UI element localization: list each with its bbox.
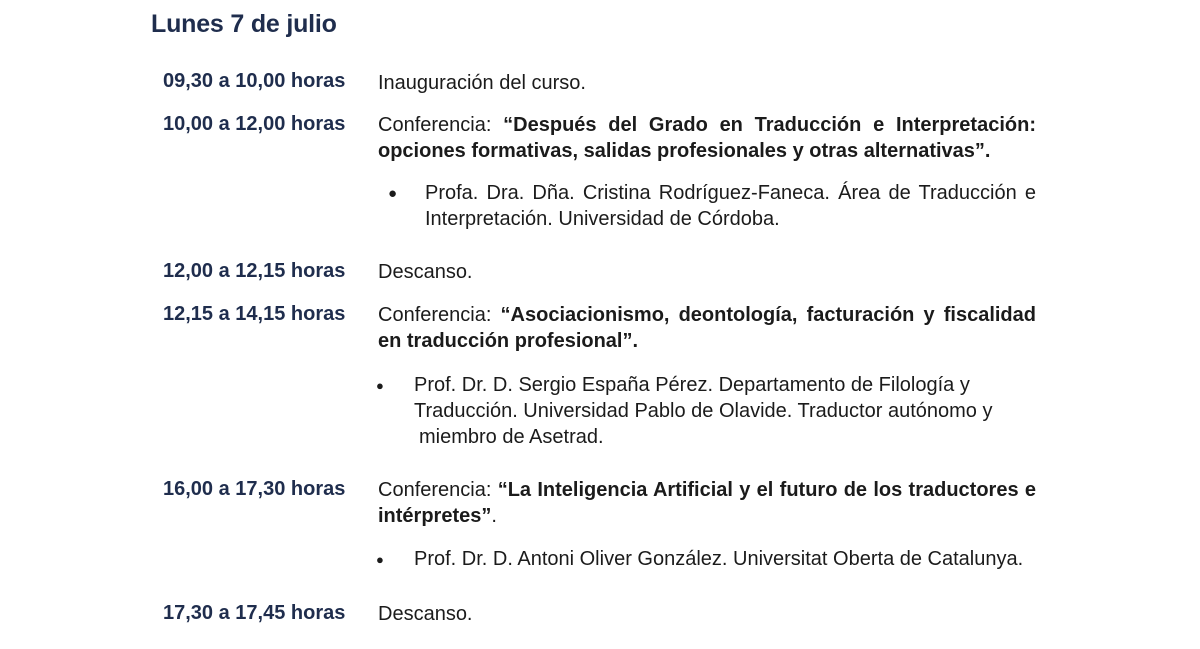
bullet-icon: ● [376, 378, 384, 393]
speaker: Prof. Dr. D. Antoni Oliver González. Universitat Oberta de Catalunya. [414, 548, 1024, 570]
speaker-line: Prof. Dr. D. Sergio España Pérez. Departamento de Filología y [414, 374, 970, 396]
session-description [378, 112, 1036, 164]
session-description [378, 477, 1036, 529]
session-text: Inauguración del curso. [378, 72, 586, 94]
session-description [378, 302, 1036, 354]
time-slot: 10,00 a 12,00 horas [163, 113, 346, 135]
session-text: Descanso. [378, 603, 473, 625]
time-slot: 12,00 a 12,15 horas [163, 260, 346, 282]
speaker-line: miembro de Asetrad. [419, 426, 604, 448]
time-slot: 16,00 a 17,30 horas [163, 478, 346, 500]
time-slot: 09,30 a 10,00 horas [163, 70, 346, 92]
speaker-line: Traducción. Universidad Pablo de Olavide. Traductor autónomo y [414, 400, 993, 422]
session-text: Descanso. [378, 261, 473, 283]
time-slot: 17,30 a 17,45 horas [163, 602, 346, 624]
bullet-icon: ● [388, 185, 398, 202]
time-slot: 12,15 a 14,15 horas [163, 303, 346, 325]
session-prefix: Conferencia: [378, 304, 492, 326]
session-title: “Asociacionismo, deontología, facturación y fiscalidad en traducción profesional”. [378, 304, 1036, 352]
session-prefix: Conferencia: [378, 114, 492, 136]
session-suffix: . [491, 505, 497, 527]
bullet-icon: ● [376, 552, 384, 567]
session-title: “Después del Grado en Traducción e Interpretación: opciones formativas, salidas profesionales y otras alternativas”. [378, 114, 1036, 162]
session-title: “La Inteligencia Artificial y el futuro de los traductores e intérpretes” [378, 479, 1036, 527]
speaker: Profa. Dra. Dña. Cristina Rodríguez-Faneca. Área de Traducción e Interpretación. Universidad de Córdoba. [425, 182, 1036, 230]
session-prefix: Conferencia: [378, 479, 492, 501]
day-title: Lunes 7 de julio [151, 10, 337, 38]
